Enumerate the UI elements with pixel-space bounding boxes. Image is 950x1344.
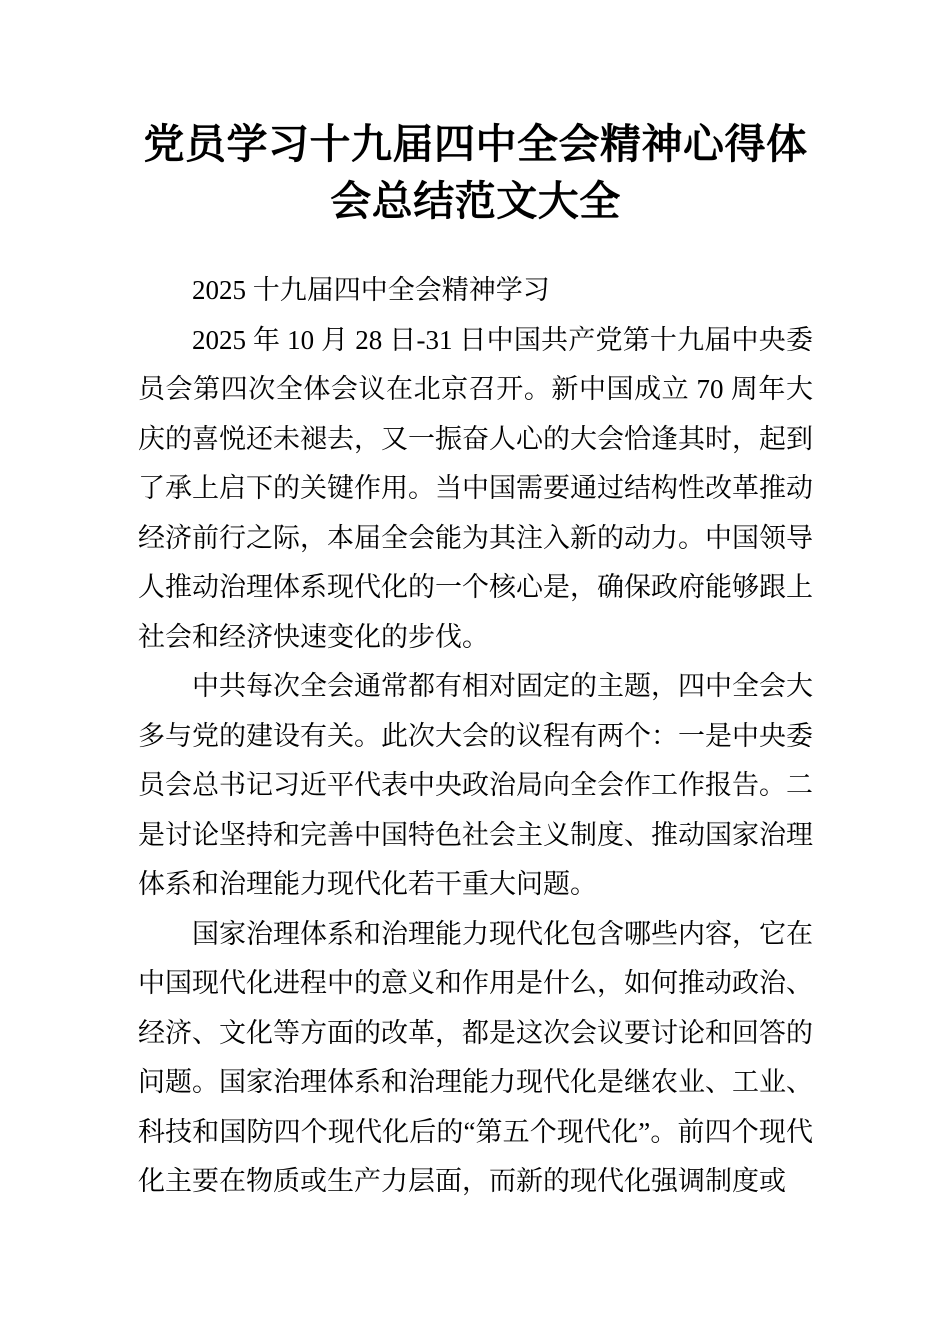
document-title: 党员学习十九届四中全会精神心得体会总结范文大全 — [143, 121, 808, 224]
paragraph-body-3: 国家治理体系和治理能力现代化包含哪些内容，它在中国现代化进程中的意义和作用是什么，如何推动政治、经济、文化等方面的改革，都是这次会议要讨论和回答的问题。国家治理体系和治理能力现代化是继农业、工业、科技和国防四个现代化后的“第五个现代化”。前四个现代化主要在物质或生产力层面，而新的现代化强调制度或 — [138, 918, 813, 1196]
paragraph-subtitle: 2025 十九届四中全会精神学习 — [192, 275, 550, 305]
paragraph-body-2: 中共每次全会通常都有相对固定的主题，四中全会大多与党的建设有关。此次大会的议程有两个：一是中央委员会总书记习近平代表中央政治局向全会作工作报告。二是讨论坚持和完善中国特色社会主义制度、推动国家治理体系和治理能力现代化若干重大问题。 — [138, 671, 813, 899]
paragraph-body-1: 2025 年 10 月 28 日-31 日中国共产党第十九届中央委员会第四次全体会议在北京召开。新中国成立 70 周年大庆的喜悦还未褪去，又一振奋人心的大会恰逢其时，起到了承上启下的关键作用。当中国需要通过结构性改革推动经济前行之际，本届全会能为其注入新的动力。中国领导人推动治理体系现代化的一个核心是，确保政府能够跟上社会和经济快速变化的步伐。 — [138, 324, 813, 652]
